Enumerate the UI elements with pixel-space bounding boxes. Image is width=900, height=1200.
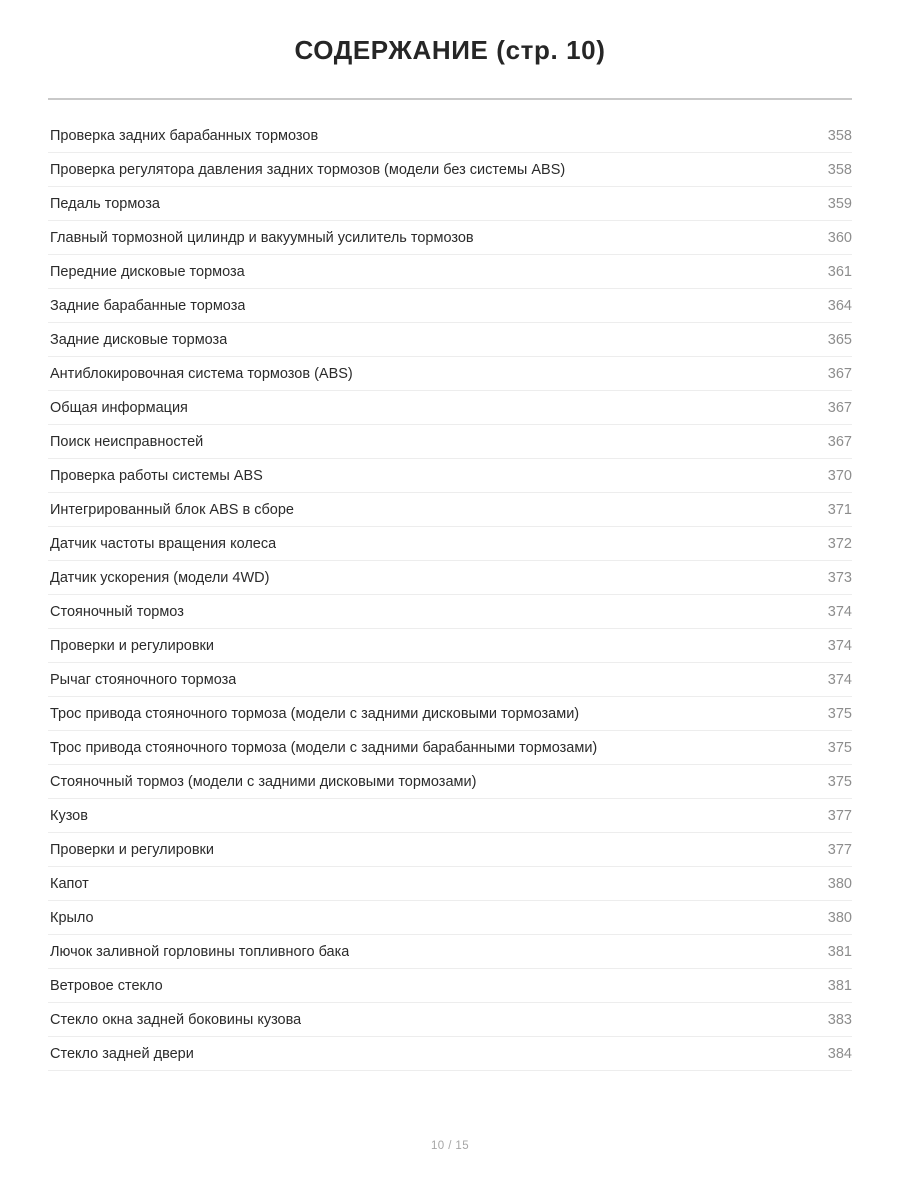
toc-entry-title: Стояночный тормоз: [50, 604, 184, 620]
footer-pagination: 10 / 15: [431, 1140, 469, 1152]
toc-entry-page-number: 377: [827, 842, 852, 858]
toc-entry-title: Передние дисковые тормоза: [50, 264, 245, 280]
toc-entry-page-number: 380: [827, 876, 852, 892]
toc-entry-title: Крыло: [50, 910, 94, 926]
toc-entry[interactable]: [48, 765, 852, 799]
toc-entry-page-number: 360: [827, 230, 852, 246]
toc-entry-page-number: 384: [827, 1046, 852, 1062]
toc-entry-title: Кузов: [50, 808, 88, 824]
toc-entry-title: Стекло окна задней боковины кузова: [50, 1012, 302, 1028]
toc-entry-title: Проверка регулятора давления задних тормозов (модели без системы ABS): [50, 162, 566, 178]
toc-entry-page-number: 361: [827, 264, 852, 280]
toc-entry-page-number: 381: [827, 978, 852, 994]
toc-entry[interactable]: [48, 221, 852, 255]
toc-entry-page-number: 383: [827, 1012, 852, 1028]
toc-entry-title: Педаль тормоза: [50, 196, 160, 212]
title-block: [0, 0, 900, 66]
toc-entry-page-number: 375: [827, 774, 852, 790]
toc-entry-title: Интегрированный блок ABS в сборе: [50, 502, 294, 518]
toc-entry[interactable]: [48, 867, 852, 901]
toc-entry[interactable]: [48, 697, 852, 731]
toc-entry-title: Общая информация: [50, 400, 188, 416]
toc-entry-title: Проверка работы системы ABS: [50, 468, 263, 484]
toc-entry-title: Лючок заливной горловины топливного бака: [50, 944, 350, 960]
page-footer: [0, 1136, 900, 1154]
toc-entry-page-number: 374: [827, 604, 852, 620]
toc-entry-title: Поиск неисправностей: [50, 434, 204, 450]
toc-entry-page-number: 373: [827, 570, 852, 586]
toc-entry-page-number: 371: [827, 502, 852, 518]
table-of-contents: [48, 100, 852, 1071]
toc-entry-title: Датчик ускорения (модели 4WD): [50, 570, 270, 586]
toc-entry-title: Трос привода стояночного тормоза (модели с задними барабанными тормозами): [50, 740, 598, 756]
toc-entry-title: Стекло задней двери: [50, 1046, 194, 1062]
toc-entry[interactable]: [48, 391, 852, 425]
toc-entry-page-number: 375: [827, 740, 852, 756]
toc-entry-title: Рычаг стояночного тормоза: [50, 672, 237, 688]
toc-entry[interactable]: [48, 969, 852, 1003]
toc-entry[interactable]: [48, 799, 852, 833]
toc-entry[interactable]: [48, 527, 852, 561]
toc-entry-page-number: 359: [827, 196, 852, 212]
toc-entry[interactable]: [48, 255, 852, 289]
toc-entry[interactable]: [48, 901, 852, 935]
toc-entry-page-number: 364: [827, 298, 852, 314]
toc-entry[interactable]: [48, 323, 852, 357]
toc-entry-title: Проверки и регулировки: [50, 638, 215, 654]
toc-entry-title: Главный тормозной цилиндр и вакуумный усилитель тормозов: [50, 230, 474, 246]
toc-entry-page-number: 365: [827, 332, 852, 348]
toc-entry-page-number: 375: [827, 706, 852, 722]
toc-entry-page-number: 367: [827, 434, 852, 450]
toc-entry-page-number: 380: [827, 910, 852, 926]
toc-entry[interactable]: [48, 357, 852, 391]
toc-entry[interactable]: [48, 629, 852, 663]
toc-entry-page-number: 381: [827, 944, 852, 960]
toc-entry[interactable]: [48, 187, 852, 221]
toc-entry[interactable]: [48, 595, 852, 629]
toc-entry-page-number: 370: [827, 468, 852, 484]
toc-entry-title: Трос привода стояночного тормоза (модели с задними дисковыми тормозами): [50, 706, 580, 722]
toc-entry-title: Стояночный тормоз (модели с задними дисковыми тормозами): [50, 774, 477, 790]
toc-entry[interactable]: [48, 663, 852, 697]
toc-entry-title: Датчик частоты вращения колеса: [50, 536, 277, 552]
toc-entry-page-number: 358: [827, 128, 852, 144]
toc-entry-title: Ветровое стекло: [50, 978, 163, 994]
toc-entry-page-number: 374: [827, 638, 852, 654]
toc-entry-page-number: 374: [827, 672, 852, 688]
toc-entry-title: Задние дисковые тормоза: [50, 332, 228, 348]
toc-entry-title: Капот: [50, 876, 89, 892]
toc-entry-title: Антиблокировочная система тормозов (ABS): [50, 366, 353, 382]
toc-entry[interactable]: [48, 493, 852, 527]
toc-entry-page-number: 377: [827, 808, 852, 824]
toc-entry[interactable]: [48, 731, 852, 765]
toc-entry[interactable]: [48, 119, 852, 153]
toc-entry[interactable]: [48, 833, 852, 867]
toc-entry[interactable]: [48, 935, 852, 969]
toc-entry[interactable]: [48, 561, 852, 595]
toc-entry-page-number: 367: [827, 400, 852, 416]
toc-entry[interactable]: [48, 1037, 852, 1071]
toc-entry-title: Задние барабанные тормоза: [50, 298, 246, 314]
toc-entry-page-number: 372: [827, 536, 852, 552]
toc-entry-title: Проверки и регулировки: [50, 842, 215, 858]
toc-entry[interactable]: [48, 425, 852, 459]
toc-entry-title: Проверка задних барабанных тормозов: [50, 128, 319, 144]
toc-entry[interactable]: [48, 459, 852, 493]
toc-entry[interactable]: [48, 153, 852, 187]
toc-entry-page-number: 358: [827, 162, 852, 178]
toc-entry-page-number: 367: [827, 366, 852, 382]
toc-entry[interactable]: [48, 289, 852, 323]
toc-entry[interactable]: [48, 1003, 852, 1037]
page-title: СОДЕРЖАНИЕ (стр. 10): [294, 35, 606, 65]
